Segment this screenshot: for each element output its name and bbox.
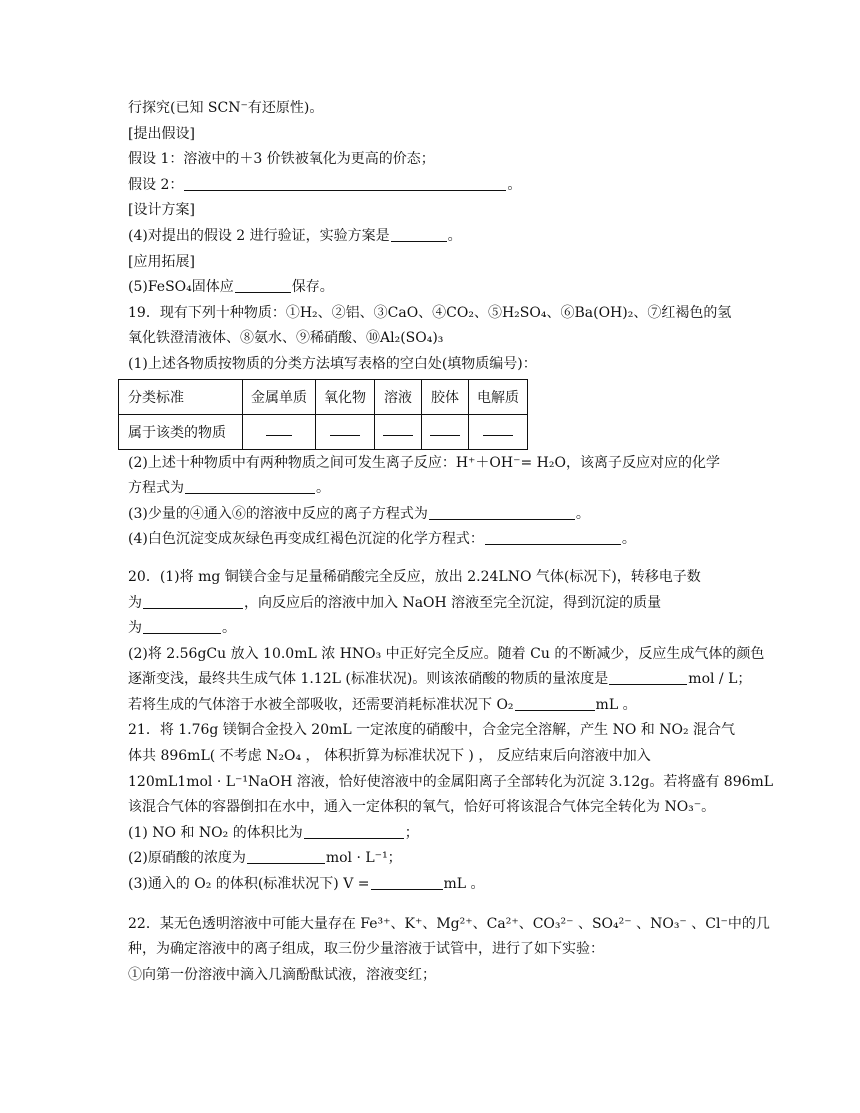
question-19-line: 19．现有下列十种物质：①H₂、②铝、③CaO、④CO₂、⑤H₂SO₄、⑥Ba(OH)₂、⑦红褐色的氢: [128, 304, 732, 321]
question-20-line: 20．(1)将 mg 铜镁合金与足量稀硝酸完全反应，放出 2.24LNO 气体(标况下)，转移电子数: [128, 568, 701, 585]
text-span: mL 。: [595, 696, 637, 713]
text-span: 若将生成的气体溶于水被全部吸收，还需要消耗标准状况下 O₂: [128, 696, 514, 713]
question-22-line: 22．某无色透明溶液中可能大量存在 Fe³⁺、K⁺、Mg²⁺、Ca²⁺、CO₃²⁻ 、SO₄²⁻ 、NO₃⁻ 、Cl⁻中的几: [128, 915, 770, 932]
answer-blank: [330, 423, 360, 436]
classification-table: [118, 379, 528, 450]
table-header-cell: 胶体: [422, 379, 469, 414]
answer-blank: [304, 824, 404, 839]
question-19-line: (2)上述十种物质中有两种物质之间可发生离子反应：H⁺＋OH⁻= H₂O，该离子反应对应的化学: [128, 454, 720, 471]
question-21-line: 该混合气体的容器倒扣在水中，通入一定体积的氧气，恰好可将该混合气体完全转化为 NO₃⁻。: [128, 799, 716, 816]
text-line: 假设 1：溶液中的＋3 价铁被氧化为更高的价态；: [128, 151, 435, 168]
table-header-cell: 金属单质: [243, 379, 316, 414]
answer-blank: [185, 479, 315, 494]
question-20-line: [128, 616, 740, 642]
answer-blank: [383, 423, 413, 436]
answer-blank: [235, 278, 291, 293]
text-span: (5)FeSO₄固体应: [128, 279, 234, 296]
question-21-line: 体共 896mL( 不考虑 N₂O₄ ， 体积折算为标准状况下 ) ， 反应结束后向溶液中加入: [128, 748, 651, 765]
answer-blank: [184, 176, 506, 191]
question-21-line: [128, 872, 740, 898]
text-span: 为: [128, 594, 142, 611]
answer-blank: [143, 619, 221, 634]
question-21-line: [128, 821, 740, 847]
table-cell: [422, 414, 469, 449]
answer-blank: [371, 875, 443, 890]
answer-blank: [143, 594, 243, 609]
table-header-cell: 电解质: [469, 379, 528, 414]
table-header-row: [119, 379, 528, 414]
section-heading: [设计方案]: [128, 202, 195, 219]
text-span: 保存。: [291, 279, 334, 296]
text-span: mL 。: [443, 876, 485, 893]
question-22-line: 种，为确定溶液中的离子组成，取三份少量溶液于试管中，进行了如下实验：: [128, 941, 604, 958]
text-span: (1) NO 和 NO₂ 的体积比为: [128, 824, 303, 841]
spacer: [128, 898, 740, 912]
question-22-line: ①向第一份溶液中滴入几滴酚酞试液，溶液变红；: [128, 966, 436, 983]
answer-blank: [609, 670, 687, 685]
table-cell: [469, 414, 528, 449]
text-span: 为: [128, 620, 142, 637]
text-span: 。: [621, 531, 636, 548]
text-span: 逐渐变浅，最终共生成气体 1.12L (标准状况)。则该浓硝酸的物质的量浓度是: [128, 671, 609, 688]
table-row-label: 属于该类的物质: [119, 414, 243, 449]
question-19-line: 氧化铁澄清液体、⑧氨水、⑨稀硝酸、⑩Al₂(SO₄)₃: [128, 330, 444, 347]
text-span: ，向反应后的溶液中加入 NaOH 溶液至完全沉淀，得到沉淀的质量: [244, 594, 662, 611]
question-20-line: [128, 667, 752, 693]
table-cell: [316, 414, 375, 449]
question-20-line: [128, 591, 740, 617]
answer-blank: [429, 505, 575, 520]
text-span: (3)通入的 O₂ 的体积(标准状况下) V =: [128, 876, 370, 893]
text-span: (2)原硝酸的浓度为: [128, 850, 246, 867]
question-20-line: (2)将 2.56gCu 放入 10.0mL 浓 HNO₃ 中正好完全反应。随着 Cu 的不断减少，反应生成气体的颜色: [128, 645, 765, 662]
question-21-line: 21．将 1.76g 镁铜合金投入 20mL 一定浓度的硝酸中，合金完全溶解，产生 NO 和 NO₂ 混合气: [128, 722, 736, 739]
question-19-line: [128, 476, 740, 502]
text-line: [128, 275, 740, 301]
answer-blank: [483, 423, 513, 436]
section-heading: [应用拓展]: [128, 253, 195, 270]
text-line: 行探究(已知 SCN⁻有还原性)。: [128, 100, 324, 116]
table-cell: [375, 414, 422, 449]
text-span: 。: [316, 480, 330, 497]
text-line: [128, 224, 740, 250]
spacer: [128, 553, 740, 565]
question-21-line: [128, 846, 740, 872]
answer-blank: [247, 849, 325, 864]
answer-blank: [266, 423, 292, 436]
question-20-line: [128, 693, 740, 719]
answer-blank: [430, 423, 460, 436]
text-line: [128, 173, 740, 199]
answer-blank: [485, 530, 621, 545]
text-span: ；: [404, 824, 419, 841]
text-span: 。: [575, 505, 590, 522]
question-19-line: [128, 502, 740, 528]
question-19-line: (1)上述各物质按物质的分类方法填写表格的空白处(填物质编号)：: [128, 355, 537, 372]
table-cell: [243, 414, 316, 449]
text-span: 方程式为: [128, 480, 184, 497]
text-span: mol · L⁻¹；: [325, 850, 402, 867]
table-header-cell: 氧化物: [316, 379, 375, 414]
text-span: 。: [507, 176, 522, 193]
text-span: mol / L；: [688, 671, 752, 688]
text-span: (4)白色沉淀变成灰绿色再变成红褐色沉淀的化学方程式：: [128, 531, 484, 548]
text-span: 假设 2：: [128, 176, 184, 193]
text-span: (3)少量的④通入⑥的溶液中反应的离子方程式为: [128, 505, 428, 522]
text-span: 。: [447, 227, 462, 244]
answer-blank: [515, 696, 595, 711]
table-header-cell: 溶液: [375, 379, 422, 414]
text-span: 。: [222, 620, 236, 637]
question-19-line: [128, 527, 740, 553]
table-row: [119, 414, 528, 449]
answer-blank: [391, 227, 447, 242]
text-span: (4)对提出的假设 2 进行验证，实验方案是: [128, 227, 390, 244]
document-page: [128, 96, 774, 988]
section-heading: [提出假设]: [128, 125, 195, 142]
table-header-cell: 分类标准: [119, 379, 243, 414]
question-21-line: 120mL1mol · L⁻¹NaOH 溶液，恰好使溶液中的金属阳离子全部转化为沉淀 3.12g。若将盛有 896mL: [128, 773, 774, 790]
